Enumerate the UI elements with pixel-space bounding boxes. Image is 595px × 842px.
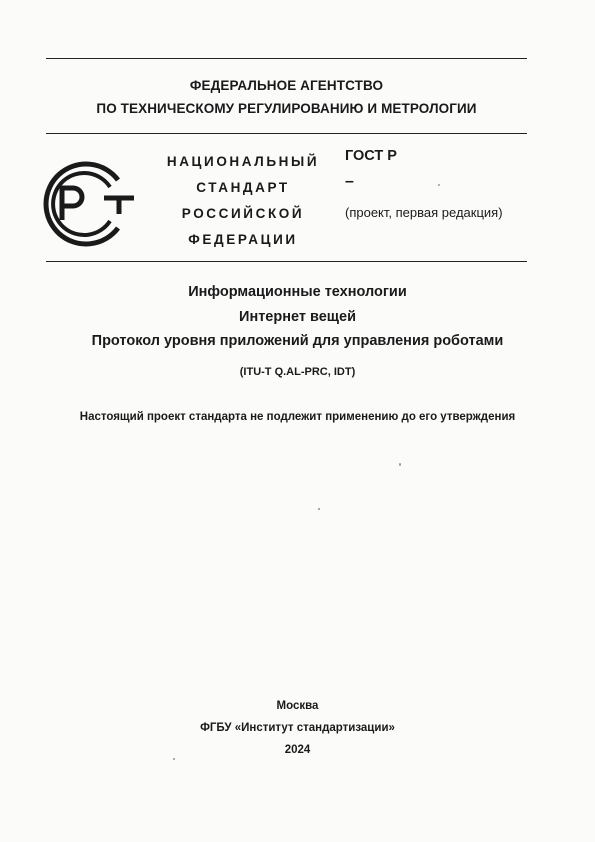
national-standard-line: НАЦИОНАЛЬНЫЙ — [166, 154, 320, 169]
header-rule — [46, 133, 527, 134]
national-standard-line: СТАНДАРТ — [196, 180, 290, 195]
gost-label: ГОСТ Р — [345, 148, 397, 164]
footer-city: Москва — [276, 700, 319, 712]
scan-speck — [438, 184, 440, 186]
national-standard-line: ФЕДЕРАЦИИ — [188, 232, 298, 247]
block-rule — [46, 261, 527, 262]
title-line-1: Информационные технологии — [188, 284, 407, 300]
gost-number: – — [345, 173, 354, 190]
scan-speck — [173, 758, 175, 760]
national-standard-label — [162, 149, 324, 253]
draft-note: (проект, первая редакция) — [345, 205, 503, 220]
agency-line-1: ФЕДЕРАЛЬНОЕ АГЕНТСТВО — [189, 78, 384, 93]
footer-year: 2024 — [284, 744, 311, 756]
top-rule — [46, 58, 527, 59]
agency-line-2: ПО ТЕХНИЧЕСКОМУ РЕГУЛИРОВАНИЮ И МЕТРОЛОГИИ — [96, 101, 477, 116]
national-standard-line: РОССИЙСКОЙ — [181, 206, 305, 221]
scan-speck — [399, 463, 401, 466]
draft-notice: Настоящий проект стандарта не подлежит применению до его утверждения — [79, 411, 516, 423]
scan-speck — [318, 508, 320, 510]
footer-publisher: ФГБУ «Институт стандартизации» — [200, 722, 395, 734]
gost-r-logo-icon — [40, 158, 136, 250]
equivalence-note: (ITU-T Q.AL-PRC, IDT) — [239, 366, 356, 378]
title-line-2: Интернет вещей — [239, 309, 356, 325]
title-line-3: Протокол уровня приложений для управления роботами — [91, 333, 504, 349]
